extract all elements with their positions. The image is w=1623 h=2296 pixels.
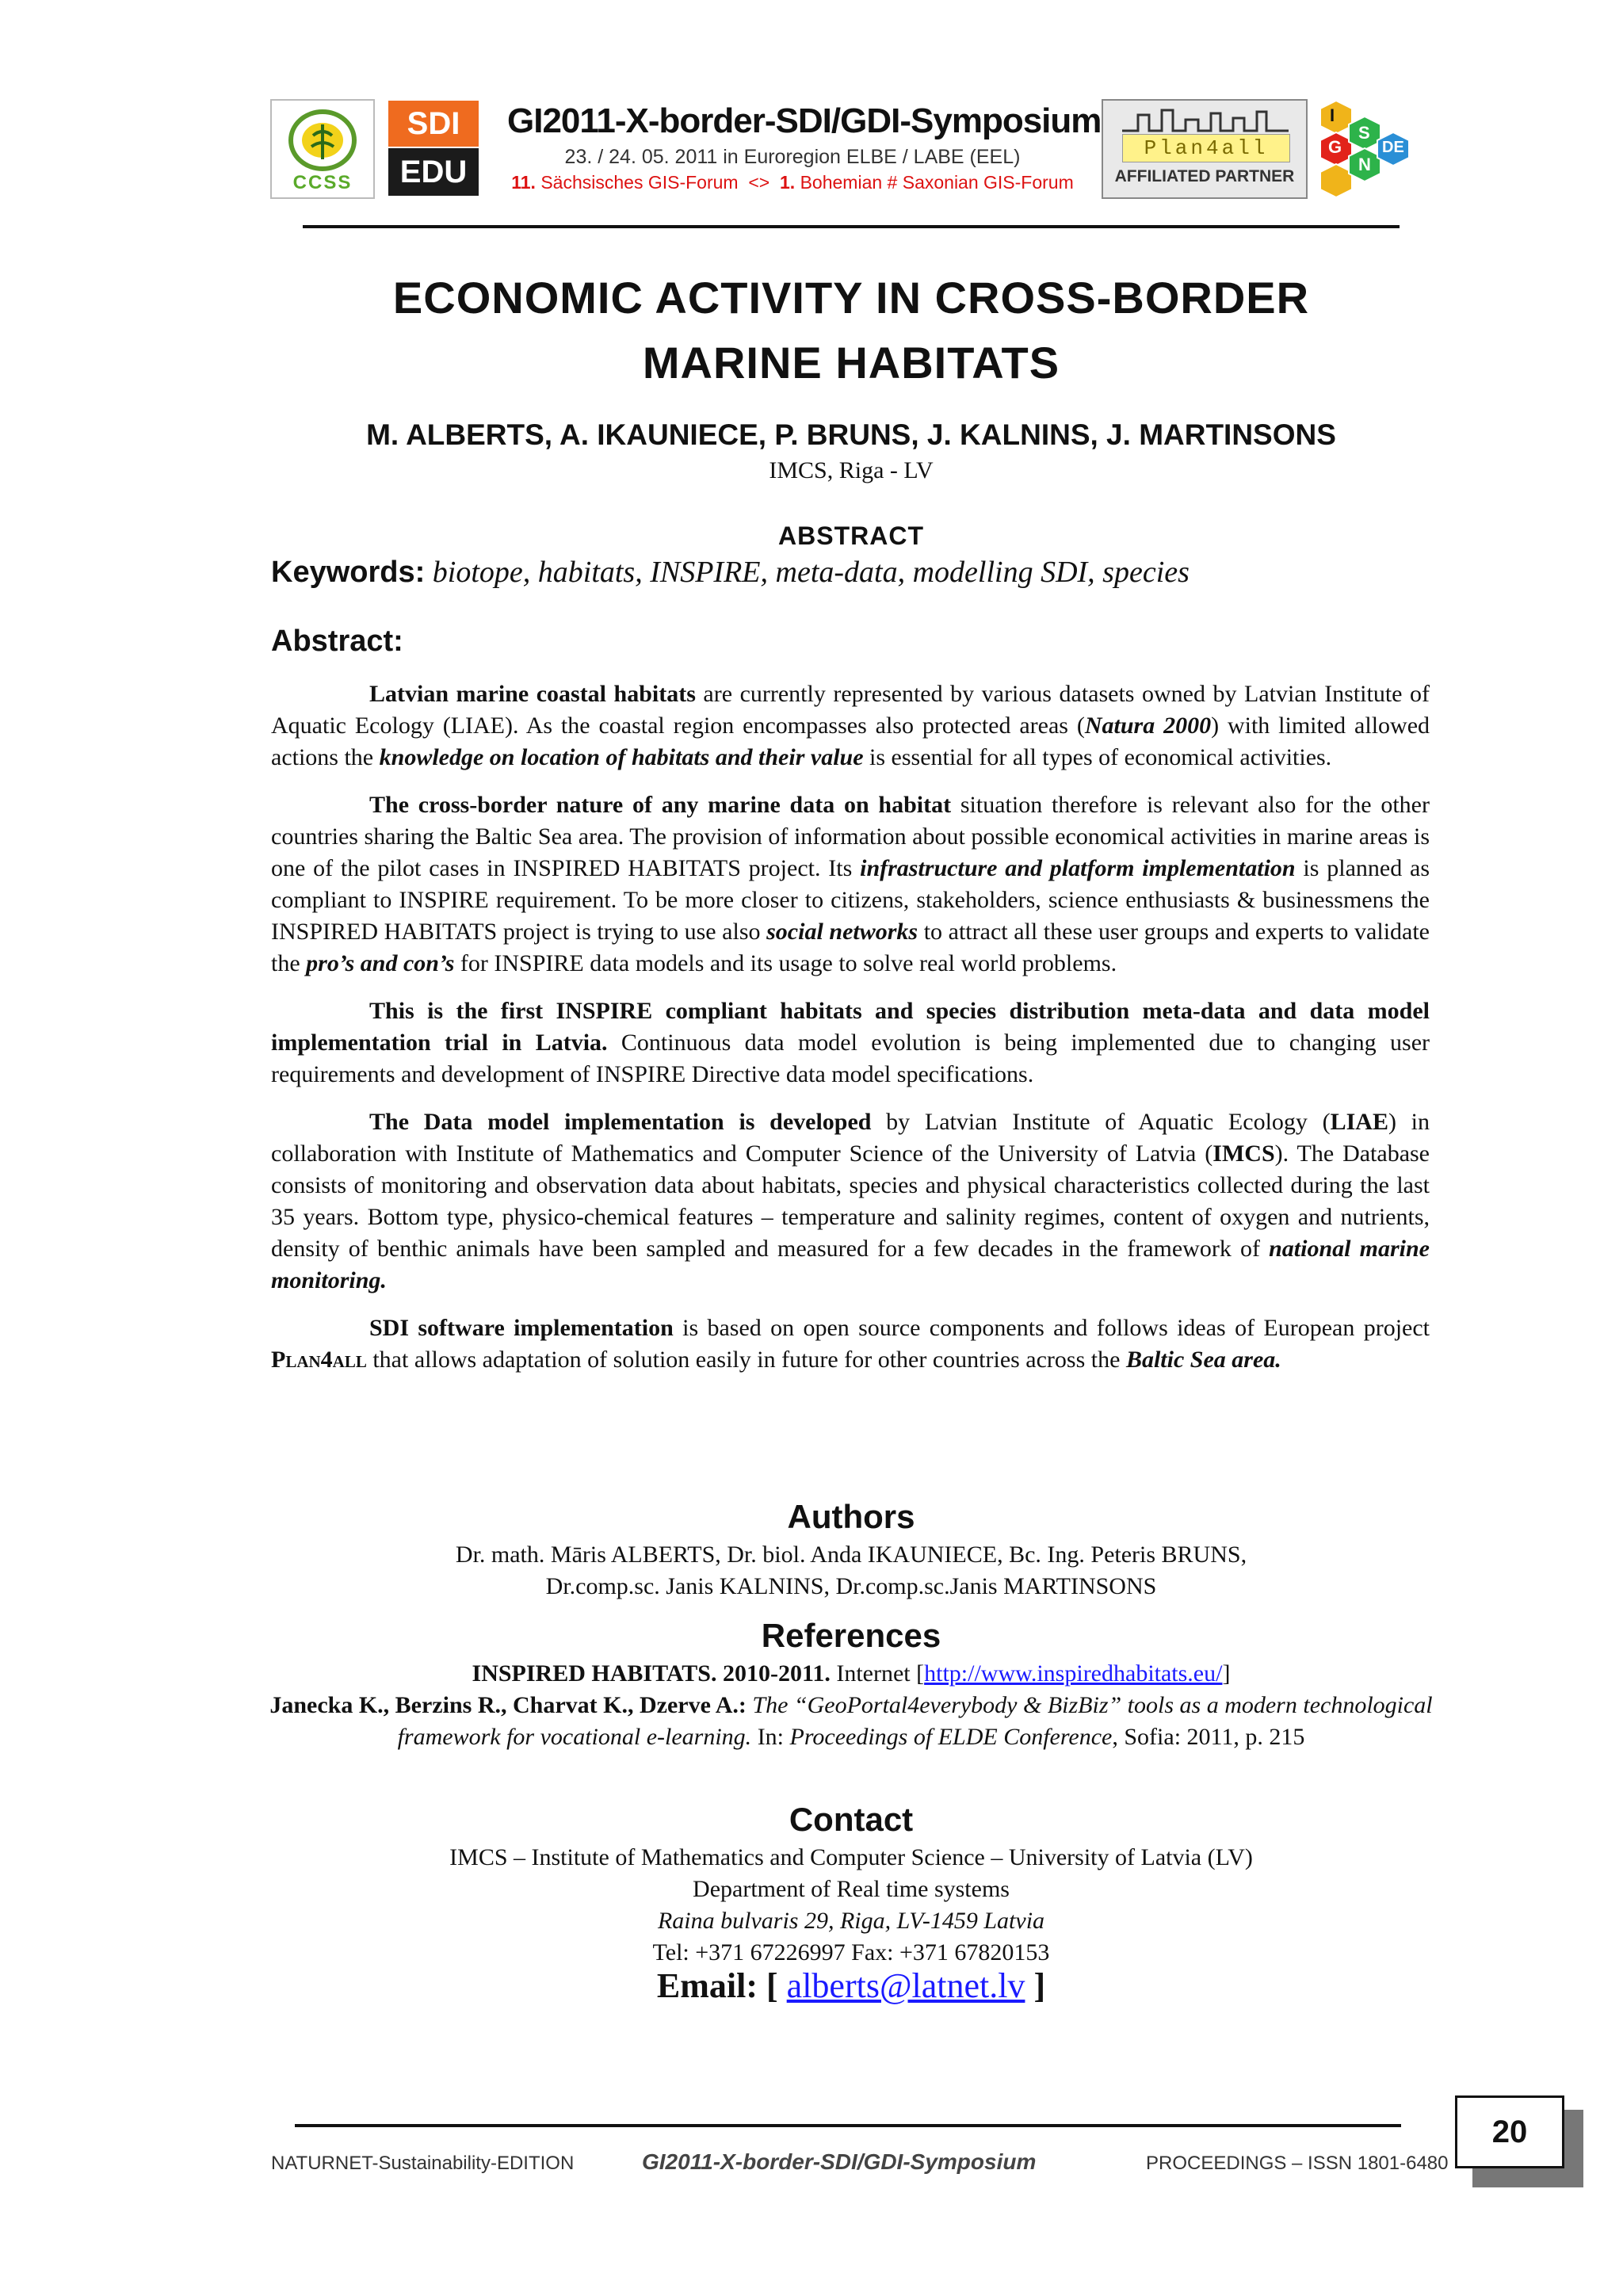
keywords-label: Keywords: — [271, 556, 426, 589]
p4-bold-italic-1: national marine monitoring. — [271, 1236, 1430, 1293]
p4-bold-3: IMCS — [1212, 1140, 1275, 1167]
affiliated-partner-text: AFFILIATED PARTNER — [1114, 167, 1295, 185]
p1-text-1: are currently represented by various datasets owned by Latvian Institute of Aquatic Ecology (LIAE). As the coastal region encompasses also protected areas ( — [271, 681, 1430, 739]
contact-address: Raina bulvaris 29, Riga, LV-1459 Latvia — [657, 1908, 1045, 1934]
authors-line-2: Dr.comp.sc. Janis KALNINS, Dr.comp.sc.Janis MARTINSONS — [545, 1573, 1157, 1599]
p2-text-2: is planned as compliant to INSPIRE requirement. To be more closer to citizens, stakeholders, science enthusiasts & businessmens the INSPIRED HABITATS project is trying to use also — [271, 855, 1430, 945]
plan4all-text: Plan4all — [1122, 134, 1290, 162]
p3-bold-1: This is the first INSPIRE compliant habitats and species distribution meta-data and data model implementation trial in Latvia. — [271, 998, 1430, 1056]
reference-2-text: In: — [751, 1724, 790, 1750]
ignis-logo — [1316, 99, 1419, 198]
p2-bold-italic-3: pro’s and con’s — [306, 950, 455, 976]
references-heading: References — [761, 1617, 941, 1654]
contact-phone: Tel: +371 67226997 Fax: +371 67820153 — [652, 1939, 1050, 1966]
forum-line — [507, 172, 1078, 193]
contact-heading: Contact — [789, 1801, 914, 1838]
symposium-date: 23. / 24. 05. 2011 in Euroregion ELBE / LABE (EEL) — [564, 146, 1021, 168]
p4-text-1: by Latvian Institute of Aquatic Ecology ( — [871, 1109, 1331, 1135]
contact-email-line — [238, 1966, 1465, 2006]
reference-2-title: The “GeoPortal4everybody & BizBiz” tools as a modern technological framework for vocational e-learning. — [397, 1692, 1433, 1750]
abstract-body — [271, 678, 1430, 1392]
keywords-text: biotope, habitats, INSPIRE, meta-data, modelling SDI, species — [432, 556, 1190, 589]
reference-1-link[interactable]: http://www.inspiredhabitats.eu/ — [924, 1660, 1223, 1687]
authors-line-1: Dr. math. Māris ALBERTS, Dr. biol. Anda IKAUNIECE, Bc. Ing. Peteris BRUNS, — [455, 1541, 1247, 1568]
paragraph-2 — [271, 789, 1430, 980]
plan4all-logo — [1102, 99, 1308, 199]
paragraph-1 — [271, 678, 1430, 774]
p2-text-3: to attract all these user groups and experts to validate the — [271, 919, 1430, 976]
p1-text-2: ) with limited allowed actions the — [271, 712, 1430, 770]
p2-bold-italic-2: social networks — [766, 919, 918, 945]
p1-bold-italic-1: Natura 2000 — [1084, 712, 1212, 739]
page-number: 20 — [1455, 2095, 1564, 2168]
p5-text-2: that allows adaptation of solution easily in future for other countries across the — [366, 1347, 1126, 1373]
footer-issn: PROCEEDINGS – ISSN 1801-6480 — [1146, 2153, 1449, 2174]
ignis-letter-g: G — [1328, 137, 1342, 157]
reference-2-venue: Proceedings of ELDE Conference — [789, 1724, 1113, 1750]
reference-1-title: INSPIRED HABITATS. 2010-2011. — [472, 1660, 831, 1687]
email-bracket-end: ] — [1025, 1966, 1046, 2005]
abstract-heading: ABSTRACT — [778, 521, 924, 550]
contact-details — [238, 1842, 1465, 1969]
reference-2 — [238, 1690, 1465, 1753]
abstract-label: Abstract: — [271, 625, 403, 658]
ignis-letter-de: DE — [1382, 139, 1404, 156]
reference-1-text: Internet [ — [830, 1660, 925, 1687]
forum-number-2: 1. — [780, 172, 796, 193]
paper-title-line-2: MARINE HABITATS — [642, 338, 1060, 388]
reference-1 — [238, 1658, 1465, 1690]
p4-bold-1: The Data model implementation is developed — [369, 1109, 872, 1135]
email-label: Email: [ — [656, 1966, 787, 2005]
paper-title-line-1: ECONOMIC ACTIVITY IN CROSS-BORDER — [392, 273, 1310, 323]
paragraph-5 — [271, 1312, 1430, 1376]
skyline-icon — [1122, 107, 1289, 134]
reference-1-end: ] — [1222, 1660, 1231, 1687]
edu-logo-text: EDU — [388, 148, 479, 196]
references-list — [238, 1658, 1465, 1753]
sdi-logo-text: SDI — [388, 101, 479, 147]
p2-bold-italic-1: infrastructure and platform implementation — [860, 855, 1296, 881]
p2-text-1: situation therefore is relevant also for the other countries sharing the Baltic Sea area. The provision of information about possible economical activities in marine areas is one of the pilot cases in INSPIRED HABITATS project. Its — [271, 792, 1430, 881]
contact-department: Department of Real time systems — [693, 1876, 1010, 1902]
p4-text-3: ). The Database consists of monitoring and observation data about habitats, species and physical characteristics collected during the last 35 years. Bottom type, physico-chemical features – temperature and salinity regimes, content of oxygen and nutrients, density of benthic animals have been sampled and measured for a few decades in the framework of — [271, 1140, 1430, 1262]
p4-bold-2: LIAE — [1330, 1109, 1388, 1135]
ignis-letter-s: S — [1358, 123, 1370, 143]
p1-bold-italic-2: knowledge on location of habitats and their value — [379, 744, 864, 770]
forum-text-2: Bohemian # Saxonian GIS-Forum — [800, 172, 1074, 193]
keywords-line — [271, 555, 1460, 590]
footer-rule — [295, 2124, 1401, 2127]
footer-symposium: GI2011-X-border-SDI/GDI-Symposium — [642, 2149, 1037, 2174]
p5-bold-italic-1: Baltic Sea area. — [1125, 1347, 1281, 1373]
ccss-logo — [270, 99, 375, 199]
p3-text-1: Continuous data model evolution is being implemented due to changing user requirements and development of INSPIRE Directive data model specifications. — [271, 1030, 1430, 1087]
p1-bold-1: Latvian marine coastal habitats — [369, 681, 696, 707]
p2-text-4: for INSPIRE data models and its usage to solve real world problems. — [454, 950, 1117, 976]
email-link[interactable]: alberts@latnet.lv — [786, 1966, 1025, 2005]
p2-bold-1: The cross-border nature of any marine data on habitat — [369, 792, 952, 818]
p5-text-1: is based on open source components and follows ideas of European project — [673, 1315, 1430, 1341]
authors-heading: Authors — [787, 1498, 915, 1535]
forum-text-1: Sächsisches GIS-Forum <> — [540, 172, 781, 193]
author-affiliation: IMCS, Riga - LV — [769, 457, 934, 483]
header-rule — [303, 225, 1400, 228]
paragraph-4 — [271, 1106, 1430, 1297]
symposium-title: GI2011-X-border-SDI/GDI-Symposium — [507, 101, 1102, 140]
reference-2-end: , Sofia: 2011, p. 215 — [1112, 1724, 1305, 1750]
paragraph-3 — [271, 995, 1430, 1091]
author-list: M. ALBERTS, A. IKAUNIECE, P. BRUNS, J. KALNINS, J. MARTINSONS — [366, 418, 1336, 451]
ccss-logo-text: CCSS — [292, 172, 353, 193]
paper-title — [238, 266, 1465, 395]
reference-2-authors: Janecka K., Berzins R., Charvat K., Dzerve A.: — [269, 1692, 747, 1718]
p1-text-3: is essential for all types of economical activities. — [863, 744, 1332, 770]
contact-institute: IMCS – Institute of Mathematics and Computer Science – University of Latvia (LV) — [449, 1844, 1253, 1870]
ignis-letter-n: N — [1358, 155, 1371, 174]
p4-text-2: ) in collaboration with Institute of Mathematics and Computer Science of the University of Latvia ( — [271, 1109, 1430, 1167]
p5-smallcaps-1: Plan4all — [271, 1347, 367, 1373]
sdi-edu-logo — [388, 101, 479, 196]
forum-number-1: 11. — [511, 172, 536, 193]
authors-details — [238, 1539, 1465, 1603]
footer-edition: NATURNET-Sustainability-EDITION — [271, 2153, 575, 2174]
p5-bold-1: SDI software implementation — [369, 1315, 674, 1341]
ignis-letter-i: I — [1330, 105, 1335, 125]
